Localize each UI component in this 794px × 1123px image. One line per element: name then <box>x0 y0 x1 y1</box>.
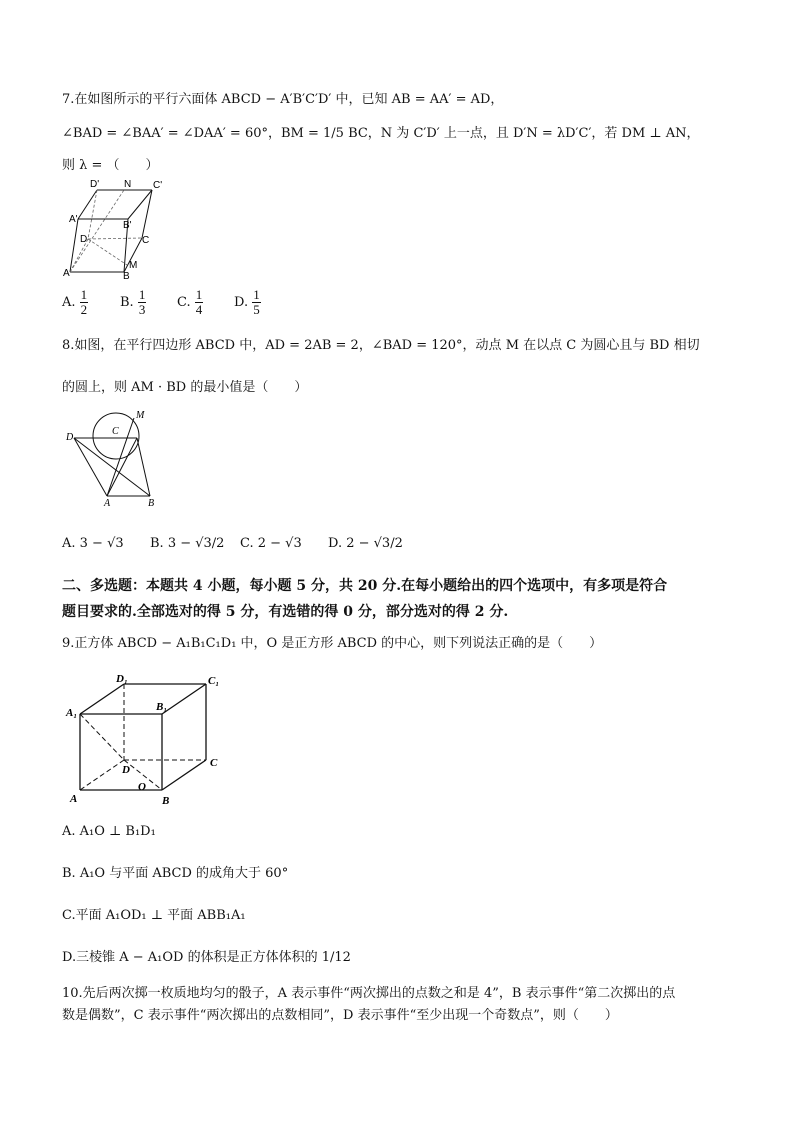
q7-parallelepiped-figure <box>60 176 170 280</box>
q9-label-d: D <box>122 764 130 776</box>
q8-line2: 的圆上，则 AM · BD 的最小值是（ ） <box>62 380 308 395</box>
q7-label-d: D <box>80 234 88 245</box>
q7-option-d[interactable]: D. $\frac{1}{5}$ <box>234 287 260 317</box>
fraction: $\frac{1}{3}$ <box>138 287 146 317</box>
q7-label-a: A <box>63 268 70 279</box>
q8-label-m: M <box>136 410 145 421</box>
q7-line3: 则 λ = （ ） <box>62 158 159 173</box>
q7-option-b[interactable]: B. $\frac{1}{3}$ <box>120 287 146 317</box>
q9-option-c[interactable]: C.平面 A₁OD₁ ⊥ 平面 ABB₁A₁ <box>62 908 246 923</box>
q9-label-o: O <box>138 781 146 793</box>
q8-label-d: D <box>66 432 74 443</box>
q10-line1: 10.先后两次掷一枚质地均匀的骰子，A 表示事件“两次掷出的点数之和是 4”，B 表示事件“第二次掷出的点 <box>62 986 676 1001</box>
q8-label-c: C <box>112 426 119 437</box>
q9-option-a[interactable]: A. A₁O ⊥ B₁D₁ <box>62 824 156 839</box>
fraction: $\frac{1}{4}$ <box>195 287 203 317</box>
q7-label-a-prime: A' <box>69 214 78 225</box>
q7-label-c: C <box>142 235 150 246</box>
q8-label-b: B <box>148 498 155 508</box>
q7-label-b: B <box>123 271 130 280</box>
q9-label-b1: B₁ <box>156 701 168 713</box>
q7-label-b-prime: B' <box>123 220 132 231</box>
q7-label-m: M <box>129 260 138 271</box>
q9-option-d[interactable]: D.三棱锥 A − A₁OD 的体积是正方体体积的 1/12 <box>62 950 351 965</box>
q8-parallelogram-figure <box>62 406 162 508</box>
q10-line2: 数是偶数”，C 表示事件“两次掷出的点数相同”，D 表示事件“至少出现一个奇数点”，则（ ） <box>62 1008 618 1023</box>
section2-heading-line1: 二、多选题：本题共 4 小题，每小题 5 分，共 20 分.在每小题给出的四个选项中，有多项是符合 <box>62 578 668 594</box>
q7-label-c-prime: C' <box>153 180 163 191</box>
q9-label-a: A <box>70 793 78 805</box>
q7-option-a[interactable]: A. $\frac{1}{2}$ <box>62 287 88 317</box>
q9-label-a1: A₁ <box>66 707 78 719</box>
fraction: $\frac{1}{2}$ <box>80 287 88 317</box>
q8-option-a[interactable]: A. 3 − √3 <box>62 536 124 551</box>
q8-option-c[interactable]: C. 2 − √3 <box>240 536 302 551</box>
q8-label-a: A <box>104 498 111 508</box>
q7-line2: ∠BAD = ∠BAA′ = ∠DAA′ = 60°，BM = 1/5 BC，N 为 C′D′ 上一点，且 D′N = λD′C′，若 DM ⊥ AN， <box>62 126 700 141</box>
q9-label-c: C <box>210 757 218 769</box>
q9-label-b: B <box>162 795 170 807</box>
q9-label-c1: C₁ <box>208 675 220 687</box>
q7-line1: 7.在如图所示的平行六面体 ABCD − A′B′C′D′ 中，已知 AB = AA′ = AD， <box>62 92 504 107</box>
q7-label-d-prime: D' <box>90 179 100 190</box>
section2-heading-line2: 题目要求的.全部选对的得 5 分，有选错的得 0 分，部分选对的得 2 分. <box>62 604 509 620</box>
q8-option-b[interactable]: B. 3 − √3/2 <box>150 536 225 551</box>
q9-cube-figure <box>62 670 232 810</box>
q9-stem: 9.正方体 ABCD − A₁B₁C₁D₁ 中，O 是正方形 ABCD 的中心，则下列说法正确的是（ ） <box>62 636 603 651</box>
q8-option-d[interactable]: D. 2 − √3/2 <box>328 536 403 551</box>
q9-option-b[interactable]: B. A₁O 与平面 ABCD 的成角大于 60° <box>62 866 289 881</box>
q7-label-n: N <box>124 179 132 190</box>
q7-option-c[interactable]: C. $\frac{1}{4}$ <box>177 287 203 317</box>
q9-label-d1: D₁ <box>116 673 128 685</box>
q8-line1: 8.如图，在平行四边形 ABCD 中，AD = 2AB = 2，∠BAD = 120°，动点 M 在以点 C 为圆心且与 BD 相切 <box>62 338 700 353</box>
fraction: $\frac{1}{5}$ <box>253 287 260 317</box>
